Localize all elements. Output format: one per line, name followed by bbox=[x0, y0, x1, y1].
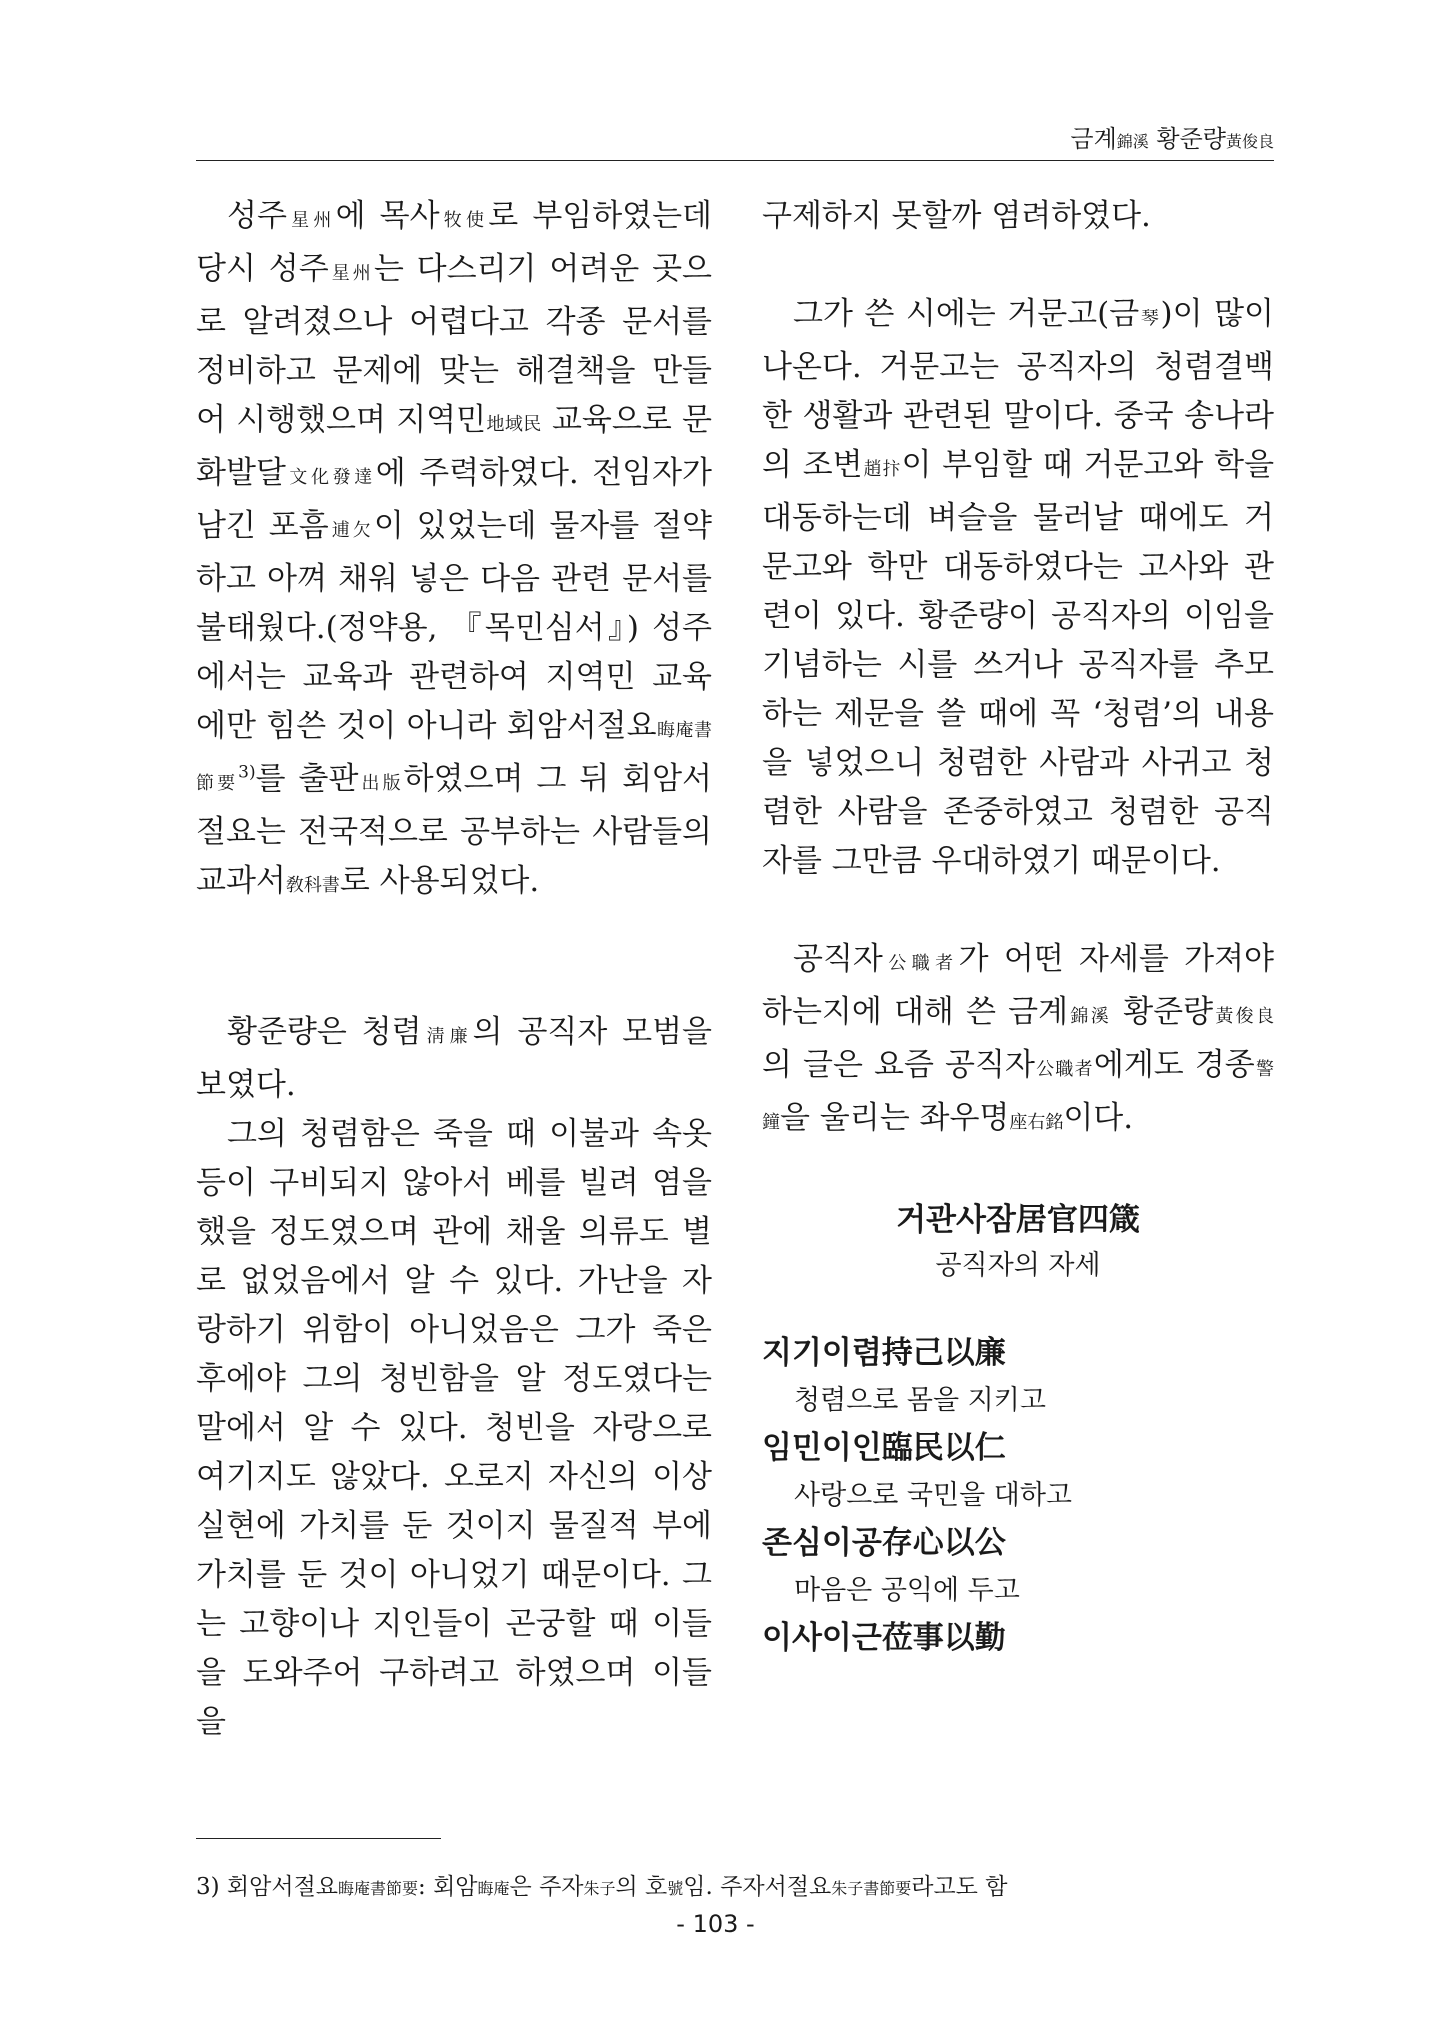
poem-translation: 청렴으로 몸을 지키고 bbox=[794, 1385, 1046, 1416]
right-column bbox=[762, 192, 1274, 1663]
footnote-ref: 3) bbox=[238, 762, 256, 783]
paragraph-integrity-model: 황준량은 청렴淸廉의 공직자 모범을 보였다. bbox=[196, 1014, 712, 1103]
paragraph-public-servant: 공직자公職者가 어떤 자세를 가져야 하는지에 대해 쓴 금계錦溪 황준량黃俊良의 글은 요즘 공직자公職者에게도 경종警鐘을 울리는 좌우명座右銘이다. bbox=[762, 941, 1275, 1136]
poem-verse: 임민이인臨民以仁 bbox=[762, 1430, 1006, 1466]
poem-subtitle: 공직자의 자세 bbox=[935, 1250, 1101, 1281]
paragraph-geomungo: 그가 쓴 시에는 거문고(금琴)이 많이 나온다. 거문고는 공직자의 청렴결백한 생활과 관련된 말이다. 중국 송나라의 조변趙抃이 부임할 때 거문고와 학을 대동하는데 벼슬을 물러날 때에도 거문고와 학만 대동하였다는 고사와 관련이 있다. 황준량이 공직자의 이임을 기념하는 시를 쓰거나 공직자를 추모하는 제문을 쓸 때에 꼭 ‘청렴’의 내용을 넣었으니 청렴한 사람과 사귀고 청렴한 사람을 존중하였고 청렴한 공직자를 그만큼 우대하였기 때문이다. bbox=[762, 296, 1275, 879]
left-column bbox=[196, 192, 712, 1747]
paragraph-poverty: 그의 청렴함은 죽을 때 이불과 속옷 등이 구비되지 않아서 베를 빌려 염을 했을 정도였으며 관에 채울 의류도 별로 없었음에서 알 수 있다. 가난을 자랑하기 위함이 아니었음은 그가 죽은 후에야 그의 청빈함을 알 정도였다는 말에서 알 수 있다. 청빈을 자랑으로 여기지도 않았다. 오로지 자신의 이상 실현에 가치를 둔 것이지 물질적 부에 가치를 둔 것이 아니었기 때문이다. 그는 고향이나 지인들이 곤궁할 때 이들을 도와주어 구하려고 하였으며 이들을 bbox=[196, 1116, 712, 1740]
footnote: 3) 회암서절요晦庵書節要: 회암晦庵은 주자朱子의 호號임. 주자서절요朱子書節要라고도 함 bbox=[196, 1874, 1008, 1900]
poem-verse: 존심이공存心以公 bbox=[762, 1525, 1006, 1561]
paragraph-seongju: 성주星州에 목사牧使로 부임하였는데 당시 성주星州는 다스리기 어려운 곳으로 알려졌으나 어렵다고 각종 문서를 정비하고 문제에 맞는 해결책을 만들어 시행했으며 지역민地域民 교육으로 문화발달文化發達에 주력하였다. 전임자가 남긴 포흠逋欠이 있었는데 물자를 절약하고 아껴 채워 넣은 다음 관련 문서를 불태웠다.(정약용, 『목민심서』) 성주에서는 교육과 관련하여 지역민 교육에만 힘쓴 것이 아니라 회암서절요晦庵書節要$^{3)}$를 출판出版하였으며 그 뒤 회암서절요는 전국적으로 공부하는 사람들의 교과서敎科書로 사용되었다. bbox=[196, 198, 713, 899]
poem-translation: 사랑으로 국민을 대하고 bbox=[794, 1480, 1072, 1511]
poem-block bbox=[762, 1196, 1274, 1663]
footnote-divider bbox=[196, 1838, 441, 1839]
running-header bbox=[196, 112, 1274, 161]
running-header-author: 금계錦溪 황준량黃俊良 bbox=[1070, 124, 1274, 153]
poem-verse: 이사이근莅事以勤 bbox=[762, 1620, 1006, 1656]
poem-translation: 마음은 공익에 두고 bbox=[794, 1575, 1020, 1606]
poem-verse: 지기이렴持己以廉 bbox=[762, 1335, 1006, 1371]
paragraph-continuation: 구제하지 못할까 염려하였다. bbox=[762, 198, 1151, 234]
page-number: - 103 - bbox=[676, 1910, 755, 1938]
poem-title: 거관사잠居官四箴 bbox=[896, 1202, 1140, 1238]
